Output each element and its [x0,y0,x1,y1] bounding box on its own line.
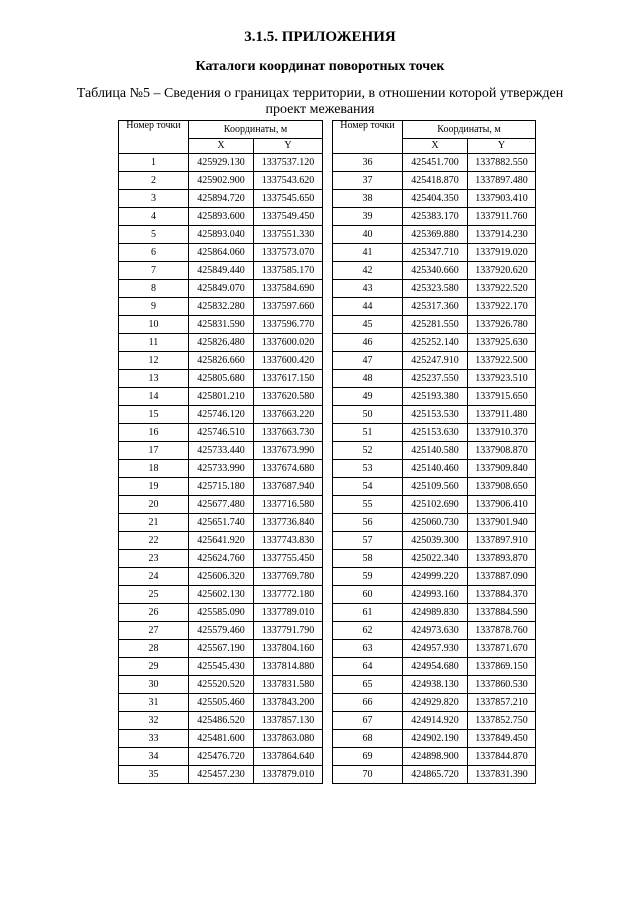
x-coordinate-cell: 425849.440 [189,262,254,280]
table-row [333,388,536,406]
table-row [119,154,323,172]
point-number-cell: 48 [333,370,403,388]
y-coordinate-cell: 1337863.080 [254,730,323,748]
point-number-cell: 44 [333,298,403,316]
x-coordinate-cell: 425826.660 [189,352,254,370]
y-coordinate-cell: 1337549.450 [254,208,323,226]
point-number-cell: 59 [333,568,403,586]
point-number-cell: 67 [333,712,403,730]
point-number-cell: 22 [119,532,189,550]
point-number-cell: 50 [333,406,403,424]
point-number-cell: 5 [119,226,189,244]
x-coordinate-cell: 425832.280 [189,298,254,316]
table-row [333,190,536,208]
x-coordinate-cell: 425849.070 [189,280,254,298]
x-coordinate-cell: 425022.340 [403,550,468,568]
point-number-cell: 38 [333,190,403,208]
x-coordinate-cell: 425746.510 [189,424,254,442]
point-number-cell: 64 [333,658,403,676]
y-coordinate-cell: 1337584.690 [254,280,323,298]
point-number-cell: 18 [119,460,189,478]
x-coordinate-cell: 424993.160 [403,586,468,604]
x-coordinate-cell: 425102.690 [403,496,468,514]
table-row [119,442,323,460]
table-row [333,676,536,694]
y-coordinate-cell: 1337597.660 [254,298,323,316]
table-row [333,622,536,640]
point-number-cell: 61 [333,604,403,622]
point-number-cell: 63 [333,640,403,658]
point-number-cell: 34 [119,748,189,766]
point-number-cell: 25 [119,586,189,604]
table-row [119,550,323,568]
point-number-cell: 53 [333,460,403,478]
table-row [333,658,536,676]
y-coordinate-cell: 1337864.640 [254,748,323,766]
y-coordinate-cell: 1337884.590 [468,604,536,622]
table-row [333,298,536,316]
table-row [119,262,323,280]
x-coordinate-cell: 425140.460 [403,460,468,478]
x-coordinate-cell: 424938.130 [403,676,468,694]
table-caption: Таблица №5 – Сведения о границах территории, в отношении которой утвержден [76,86,564,101]
point-number-cell: 40 [333,226,403,244]
point-number-cell: 54 [333,478,403,496]
x-coordinate-cell: 425451.700 [403,154,468,172]
point-number-cell: 60 [333,586,403,604]
x-coordinate-cell: 425237.550 [403,370,468,388]
coordinates-table-right [332,120,536,784]
table-row [119,352,323,370]
y-coordinate-cell: 1337878.760 [468,622,536,640]
table-row [333,766,536,784]
x-coordinate-cell: 424865.720 [403,766,468,784]
y-coordinate-cell: 1337600.420 [254,352,323,370]
x-header: X [403,139,468,154]
table-row [333,460,536,478]
table-row [119,424,323,442]
x-coordinate-cell: 425520.520 [189,676,254,694]
y-coordinate-cell: 1337831.390 [468,766,536,784]
y-coordinate-cell: 1337600.020 [254,334,323,352]
table-row [119,496,323,514]
table-row [119,640,323,658]
x-coordinate-cell: 425831.590 [189,316,254,334]
x-coordinate-cell: 425247.910 [403,352,468,370]
x-coordinate-cell: 425624.760 [189,550,254,568]
x-coordinate-cell: 425347.710 [403,244,468,262]
point-number-cell: 51 [333,424,403,442]
table-row [333,280,536,298]
point-number-cell: 31 [119,694,189,712]
x-coordinate-cell: 425060.730 [403,514,468,532]
point-number-header: Номер точки [333,121,403,154]
y-coordinate-cell: 1337911.480 [468,406,536,424]
table-row [119,694,323,712]
x-coordinate-cell: 425039.300 [403,532,468,550]
x-coordinate-cell: 425457.230 [189,766,254,784]
point-number-cell: 8 [119,280,189,298]
x-coordinate-cell: 425545.430 [189,658,254,676]
x-coordinate-cell: 425606.320 [189,568,254,586]
point-number-cell: 42 [333,262,403,280]
table-row [333,424,536,442]
point-number-cell: 11 [119,334,189,352]
y-coordinate-cell: 1337857.130 [254,712,323,730]
point-number-cell: 7 [119,262,189,280]
x-coordinate-cell: 425481.600 [189,730,254,748]
table-row [333,748,536,766]
point-number-cell: 37 [333,172,403,190]
table-row [119,568,323,586]
y-coordinate-cell: 1337922.500 [468,352,536,370]
x-coordinate-cell: 425733.440 [189,442,254,460]
table-caption-continued: проект межевания [265,102,375,117]
y-coordinate-cell: 1337596.770 [254,316,323,334]
x-coordinate-cell: 425677.480 [189,496,254,514]
table-row [333,478,536,496]
x-coordinate-cell: 424999.220 [403,568,468,586]
x-coordinate-cell: 425826.480 [189,334,254,352]
x-coordinate-cell: 425894.720 [189,190,254,208]
point-number-cell: 70 [333,766,403,784]
section-title: 3.1.5. ПРИЛОЖЕНИЯ [244,29,396,45]
y-coordinate-cell: 1337906.410 [468,496,536,514]
table-row [119,172,323,190]
point-number-cell: 26 [119,604,189,622]
table-row [333,154,536,172]
y-coordinate-cell: 1337585.170 [254,262,323,280]
point-number-cell: 55 [333,496,403,514]
x-coordinate-cell: 425476.720 [189,748,254,766]
point-number-cell: 24 [119,568,189,586]
x-coordinate-cell: 425252.140 [403,334,468,352]
table-row [333,172,536,190]
point-number-cell: 33 [119,730,189,748]
point-number-cell: 45 [333,316,403,334]
y-coordinate-cell: 1337887.090 [468,568,536,586]
table-row [119,676,323,694]
table-row [119,730,323,748]
table-row [119,190,323,208]
y-coordinate-cell: 1337743.830 [254,532,323,550]
y-coordinate-cell: 1337814.880 [254,658,323,676]
y-coordinate-cell: 1337543.620 [254,172,323,190]
y-coordinate-cell: 1337909.840 [468,460,536,478]
y-coordinate-cell: 1337908.870 [468,442,536,460]
y-coordinate-cell: 1337736.840 [254,514,323,532]
x-header: X [189,139,254,154]
point-number-cell: 9 [119,298,189,316]
x-coordinate-cell: 425193.380 [403,388,468,406]
table-row [333,550,536,568]
y-coordinate-cell: 1337897.910 [468,532,536,550]
x-coordinate-cell: 425404.350 [403,190,468,208]
table-row [333,226,536,244]
x-coordinate-cell: 425805.680 [189,370,254,388]
y-coordinate-cell: 1337772.180 [254,586,323,604]
x-coordinate-cell: 425340.660 [403,262,468,280]
x-coordinate-cell: 425567.190 [189,640,254,658]
y-coordinate-cell: 1337716.580 [254,496,323,514]
point-number-cell: 43 [333,280,403,298]
x-coordinate-cell: 425641.920 [189,532,254,550]
y-coordinate-cell: 1337831.580 [254,676,323,694]
table-row [119,514,323,532]
x-coordinate-cell: 424989.830 [403,604,468,622]
point-number-cell: 69 [333,748,403,766]
y-coordinate-cell: 1337908.650 [468,478,536,496]
table-row [119,478,323,496]
table-row [333,640,536,658]
point-number-cell: 13 [119,370,189,388]
coordinates-table-left-body [119,154,323,784]
y-coordinate-cell: 1337897.480 [468,172,536,190]
x-coordinate-cell: 425486.520 [189,712,254,730]
y-coordinate-cell: 1337769.780 [254,568,323,586]
y-coordinate-cell: 1337551.330 [254,226,323,244]
y-coordinate-cell: 1337617.150 [254,370,323,388]
table-row [119,334,323,352]
y-coordinate-cell: 1337804.160 [254,640,323,658]
table-row [119,280,323,298]
table-row [333,244,536,262]
point-number-cell: 2 [119,172,189,190]
table-row [333,496,536,514]
point-number-header: Номер точки [119,121,189,154]
y-coordinate-cell: 1337910.370 [468,424,536,442]
y-coordinate-cell: 1337843.200 [254,694,323,712]
table-row [333,568,536,586]
y-coordinate-cell: 1337852.750 [468,712,536,730]
point-number-cell: 52 [333,442,403,460]
point-number-cell: 35 [119,766,189,784]
point-number-cell: 32 [119,712,189,730]
point-number-cell: 23 [119,550,189,568]
table-row [333,370,536,388]
point-number-cell: 39 [333,208,403,226]
point-number-cell: 28 [119,640,189,658]
coordinates-header: Координаты, м [403,121,536,139]
coordinates-table-left [118,120,323,784]
x-coordinate-cell: 425281.550 [403,316,468,334]
y-coordinate-cell: 1337879.010 [254,766,323,784]
table-row [119,658,323,676]
y-coordinate-cell: 1337919.020 [468,244,536,262]
point-number-cell: 20 [119,496,189,514]
y-coordinate-cell: 1337903.410 [468,190,536,208]
table-row [333,712,536,730]
table-row [119,226,323,244]
point-number-cell: 12 [119,352,189,370]
point-number-cell: 41 [333,244,403,262]
x-coordinate-cell: 425369.880 [403,226,468,244]
y-coordinate-cell: 1337663.220 [254,406,323,424]
point-number-cell: 29 [119,658,189,676]
point-number-cell: 36 [333,154,403,172]
x-coordinate-cell: 425323.580 [403,280,468,298]
x-coordinate-cell: 425317.360 [403,298,468,316]
x-coordinate-cell: 424929.820 [403,694,468,712]
y-coordinate-cell: 1337923.510 [468,370,536,388]
y-coordinate-cell: 1337884.370 [468,586,536,604]
y-coordinate-cell: 1337860.530 [468,676,536,694]
y-header: Y [254,139,323,154]
table-row [119,208,323,226]
y-coordinate-cell: 1337893.870 [468,550,536,568]
y-coordinate-cell: 1337620.580 [254,388,323,406]
catalog-subtitle: Каталоги координат поворотных точек [195,59,445,74]
table-row [333,334,536,352]
y-coordinate-cell: 1337844.870 [468,748,536,766]
table-row [119,298,323,316]
x-coordinate-cell: 425383.170 [403,208,468,226]
x-coordinate-cell: 425418.870 [403,172,468,190]
table-row [119,460,323,478]
point-number-cell: 21 [119,514,189,532]
point-number-cell: 62 [333,622,403,640]
table-row [119,712,323,730]
x-coordinate-cell: 425140.580 [403,442,468,460]
x-coordinate-cell: 424957.930 [403,640,468,658]
point-number-cell: 1 [119,154,189,172]
point-number-cell: 49 [333,388,403,406]
table-row [119,316,323,334]
point-number-cell: 16 [119,424,189,442]
table-row [333,262,536,280]
y-coordinate-cell: 1337849.450 [468,730,536,748]
coordinates-table-right-body [333,154,536,784]
point-number-cell: 68 [333,730,403,748]
y-coordinate-cell: 1337869.150 [468,658,536,676]
point-number-cell: 30 [119,676,189,694]
y-coordinate-cell: 1337911.760 [468,208,536,226]
table-row [333,586,536,604]
table-row [119,244,323,262]
x-coordinate-cell: 425893.040 [189,226,254,244]
table-row [119,748,323,766]
y-header: Y [468,139,536,154]
y-coordinate-cell: 1337545.650 [254,190,323,208]
y-coordinate-cell: 1337755.450 [254,550,323,568]
y-coordinate-cell: 1337791.790 [254,622,323,640]
x-coordinate-cell: 425579.460 [189,622,254,640]
y-coordinate-cell: 1337789.010 [254,604,323,622]
y-coordinate-cell: 1337674.680 [254,460,323,478]
table-row [119,406,323,424]
y-coordinate-cell: 1337871.670 [468,640,536,658]
table-row [333,352,536,370]
point-number-cell: 14 [119,388,189,406]
table-row [119,586,323,604]
point-number-cell: 3 [119,190,189,208]
x-coordinate-cell: 424902.190 [403,730,468,748]
y-coordinate-cell: 1337857.210 [468,694,536,712]
table-row [119,388,323,406]
x-coordinate-cell: 425585.090 [189,604,254,622]
point-number-cell: 19 [119,478,189,496]
x-coordinate-cell: 424954.680 [403,658,468,676]
point-number-cell: 47 [333,352,403,370]
coordinates-header: Координаты, м [189,121,323,139]
x-coordinate-cell: 425651.740 [189,514,254,532]
point-number-cell: 17 [119,442,189,460]
table-row [333,442,536,460]
x-coordinate-cell: 425715.180 [189,478,254,496]
y-coordinate-cell: 1337922.520 [468,280,536,298]
x-coordinate-cell: 425902.900 [189,172,254,190]
x-coordinate-cell: 425602.130 [189,586,254,604]
table-row [333,406,536,424]
table-row [333,532,536,550]
point-number-cell: 57 [333,532,403,550]
point-number-cell: 46 [333,334,403,352]
x-coordinate-cell: 425505.460 [189,694,254,712]
y-coordinate-cell: 1337925.630 [468,334,536,352]
point-number-cell: 4 [119,208,189,226]
y-coordinate-cell: 1337926.780 [468,316,536,334]
table-row [333,694,536,712]
table-row [333,730,536,748]
point-number-cell: 27 [119,622,189,640]
point-number-cell: 6 [119,244,189,262]
y-coordinate-cell: 1337915.650 [468,388,536,406]
y-coordinate-cell: 1337901.940 [468,514,536,532]
y-coordinate-cell: 1337914.230 [468,226,536,244]
table-row [119,622,323,640]
point-number-cell: 58 [333,550,403,568]
x-coordinate-cell: 424898.900 [403,748,468,766]
table-row [333,208,536,226]
y-coordinate-cell: 1337663.730 [254,424,323,442]
y-coordinate-cell: 1337573.070 [254,244,323,262]
table-row [119,370,323,388]
x-coordinate-cell: 425801.210 [189,388,254,406]
x-coordinate-cell: 425864.060 [189,244,254,262]
y-coordinate-cell: 1337920.620 [468,262,536,280]
table-row [119,604,323,622]
y-coordinate-cell: 1337537.120 [254,154,323,172]
table-row [119,532,323,550]
table-row [119,766,323,784]
x-coordinate-cell: 425746.120 [189,406,254,424]
y-coordinate-cell: 1337882.550 [468,154,536,172]
y-coordinate-cell: 1337687.940 [254,478,323,496]
point-number-cell: 15 [119,406,189,424]
point-number-cell: 56 [333,514,403,532]
x-coordinate-cell: 425109.560 [403,478,468,496]
y-coordinate-cell: 1337922.170 [468,298,536,316]
x-coordinate-cell: 425929.130 [189,154,254,172]
y-coordinate-cell: 1337673.990 [254,442,323,460]
table-row [333,514,536,532]
x-coordinate-cell: 424973.630 [403,622,468,640]
point-number-cell: 65 [333,676,403,694]
table-row [333,316,536,334]
point-number-cell: 10 [119,316,189,334]
x-coordinate-cell: 425893.600 [189,208,254,226]
x-coordinate-cell: 425153.630 [403,424,468,442]
x-coordinate-cell: 425153.530 [403,406,468,424]
table-row [333,604,536,622]
x-coordinate-cell: 425733.990 [189,460,254,478]
x-coordinate-cell: 424914.920 [403,712,468,730]
point-number-cell: 66 [333,694,403,712]
